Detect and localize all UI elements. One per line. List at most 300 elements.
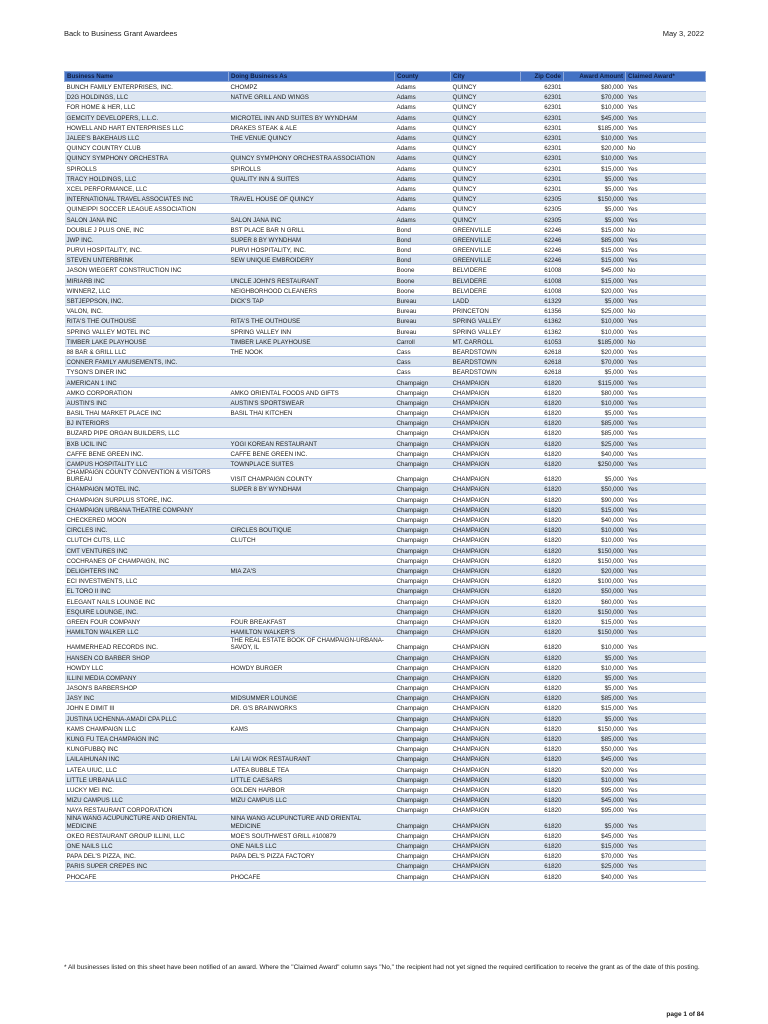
cell-award-amount: $20,000 [564,565,626,575]
cell-city: CHAMPAIGN [451,851,521,861]
cell-zip-code: 61820 [521,703,564,713]
cell-claimed-award: Yes [626,112,706,122]
cell-award-amount: $20,000 [564,764,626,774]
cell-business-name: HAMMERHEAD RECORDS INC. [65,637,229,652]
cell-doing-business-as: LATEA BUBBLE TEA [229,764,395,774]
table-row [65,586,706,596]
cell-award-amount: $90,000 [564,494,626,504]
cell-city: CHAMPAIGN [451,861,521,871]
cell-award-amount: $150,000 [564,606,626,616]
cell-business-name: QUINCY SYMPHONY ORCHESTRA [65,153,229,163]
cell-award-amount: $5,000 [564,295,626,305]
cell-county: Champaign [395,397,451,407]
cell-city: LADD [451,295,521,305]
cell-claimed-award: Yes [626,535,706,545]
cell-city: CHAMPAIGN [451,428,521,438]
cell-county: Champaign [395,713,451,723]
cell-doing-business-as [229,377,395,387]
cell-county: Champaign [395,871,451,881]
cell-business-name: CLUTCH CUTS, LLC [65,535,229,545]
table-row [65,173,706,183]
cell-claimed-award: Yes [626,861,706,871]
cell-claimed-award: Yes [626,830,706,840]
cell-doing-business-as: SEW UNIQUE EMBROIDERY [229,255,395,265]
cell-business-name: ESQUIRE LOUNGE, INC. [65,606,229,616]
cell-county: Champaign [395,774,451,784]
cell-business-name: LAILAIHUNAN INC [65,754,229,764]
cell-award-amount: $50,000 [564,744,626,754]
cell-award-amount: $10,000 [564,662,626,672]
cell-zip-code: 61820 [521,555,564,565]
cell-claimed-award: Yes [626,204,706,214]
cell-county: Champaign [395,545,451,555]
table-row [65,535,706,545]
cell-business-name: BUZARD PIPE ORGAN BUILDERS, LLC [65,428,229,438]
column-header-award-amount: Award Amount [564,72,626,82]
cell-claimed-award: Yes [626,723,706,733]
table-body [65,82,706,882]
table-row [65,754,706,764]
table-row [65,448,706,458]
cell-city: CHAMPAIGN [451,545,521,555]
cell-zip-code: 61820 [521,596,564,606]
cell-doing-business-as: QUALITY INN & SUITES [229,173,395,183]
cell-award-amount: $5,000 [564,469,626,484]
cell-award-amount: $115,000 [564,377,626,387]
cell-business-name: MIRIARB INC [65,275,229,285]
cell-award-amount: $5,000 [564,683,626,693]
cell-business-name: STEVEN UNTERBRINK [65,255,229,265]
column-header-county: County [395,72,451,82]
cell-county: Champaign [395,795,451,805]
cell-county: Champaign [395,754,451,764]
cell-county: Cass [395,357,451,367]
cell-zip-code: 61820 [521,525,564,535]
cell-city: QUINCY [451,163,521,173]
cell-doing-business-as: MIZU CAMPUS LLC [229,795,395,805]
table-row [65,255,706,265]
cell-zip-code: 61820 [521,805,564,815]
table-row [65,693,706,703]
cell-doing-business-as [229,586,395,596]
cell-county: Boone [395,275,451,285]
cell-zip-code: 62301 [521,153,564,163]
cell-award-amount: $25,000 [564,306,626,316]
table-row [65,627,706,637]
cell-county: Champaign [395,504,451,514]
cell-city: CHAMPAIGN [451,504,521,514]
cell-claimed-award: Yes [626,484,706,494]
cell-county: Champaign [395,703,451,713]
cell-doing-business-as: LAI LAI WOK RESTAURANT [229,754,395,764]
cell-county: Champaign [395,693,451,703]
cell-business-name: GREEN FOUR COMPANY [65,616,229,626]
cell-city: CHAMPAIGN [451,458,521,468]
cell-county: Cass [395,367,451,377]
cell-claimed-award: Yes [626,713,706,723]
table-row [65,652,706,662]
cell-doing-business-as: PAPA DEL'S PIZZA FACTORY [229,851,395,861]
cell-doing-business-as: NATIVE GRILL AND WINGS [229,92,395,102]
cell-city: CHAMPAIGN [451,744,521,754]
cell-award-amount: $25,000 [564,861,626,871]
cell-claimed-award: Yes [626,132,706,142]
cell-business-name: JASY INC [65,693,229,703]
cell-county: Adams [395,132,451,142]
cell-zip-code: 61820 [521,428,564,438]
cell-doing-business-as [229,545,395,555]
cell-business-name: 88 BAR & GRILL LLC [65,346,229,356]
cell-claimed-award: Yes [626,744,706,754]
cell-claimed-award: Yes [626,285,706,295]
cell-award-amount: $5,000 [564,408,626,418]
cell-doing-business-as: THE VENUE QUINCY [229,132,395,142]
cell-business-name: RITA'S THE OUTHOUSE [65,316,229,326]
cell-city: CHAMPAIGN [451,764,521,774]
cell-business-name: JALEE'S BAKEHAUS LLC [65,132,229,142]
cell-claimed-award: Yes [626,693,706,703]
cell-doing-business-as: SUPER 8 BY WYNDHAM [229,234,395,244]
cell-county: Champaign [395,627,451,637]
cell-city: CHAMPAIGN [451,418,521,428]
table-row [65,733,706,743]
cell-claimed-award: Yes [626,275,706,285]
table-row [65,438,706,448]
cell-claimed-award: Yes [626,733,706,743]
table-row [65,132,706,142]
cell-award-amount: $15,000 [564,163,626,173]
cell-award-amount: $10,000 [564,774,626,784]
cell-zip-code: 61820 [521,448,564,458]
cell-award-amount: $250,000 [564,458,626,468]
cell-business-name: HOWDY LLC [65,662,229,672]
cell-claimed-award: Yes [626,576,706,586]
cell-claimed-award: Yes [626,418,706,428]
cell-city: CHAMPAIGN [451,723,521,733]
cell-zip-code: 62301 [521,102,564,112]
cell-city: CHAMPAIGN [451,616,521,626]
cell-award-amount: $10,000 [564,102,626,112]
cell-zip-code: 61820 [521,616,564,626]
table-row [65,494,706,504]
cell-doing-business-as: SPRING VALLEY INN [229,326,395,336]
cell-zip-code: 61820 [521,784,564,794]
cell-business-name: TRACY HOLDINGS, LLC [65,173,229,183]
cell-city: GREENVILLE [451,224,521,234]
cell-doing-business-as: HOWDY BURGER [229,662,395,672]
cell-doing-business-as [229,494,395,504]
cell-zip-code: 62618 [521,346,564,356]
table-row [65,805,706,815]
cell-city: CHAMPAIGN [451,514,521,524]
cell-zip-code: 62618 [521,357,564,367]
table-row [65,367,706,377]
cell-doing-business-as: AUSTIN'S SPORTSWEAR [229,397,395,407]
cell-zip-code: 61820 [521,535,564,545]
cell-doing-business-as: PHOCAFE [229,871,395,881]
cell-award-amount: $20,000 [564,285,626,295]
cell-award-amount: $45,000 [564,795,626,805]
cell-zip-code: 62301 [521,122,564,132]
cell-business-name: ECI INVESTMENTS, LLC [65,576,229,586]
cell-award-amount: $5,000 [564,183,626,193]
cell-city: QUINCY [451,122,521,132]
cell-doing-business-as: MICROTEL INN AND SUITES BY WYNDHAM [229,112,395,122]
cell-award-amount: $45,000 [564,830,626,840]
cell-business-name: D2G HOLDINGS, LLC [65,92,229,102]
cell-business-name: BASIL THAI MARKET PLACE INC [65,408,229,418]
cell-claimed-award: Yes [626,851,706,861]
cell-city: SPRING VALLEY [451,316,521,326]
cell-award-amount: $85,000 [564,733,626,743]
cell-county: Champaign [395,784,451,794]
table-row [65,285,706,295]
cell-county: Champaign [395,652,451,662]
cell-zip-code: 61820 [521,606,564,616]
cell-doing-business-as [229,357,395,367]
table-row [65,672,706,682]
cell-zip-code: 61820 [521,494,564,504]
cell-doing-business-as: YOGI KOREAN RESTAURANT [229,438,395,448]
cell-award-amount: $10,000 [564,132,626,142]
cell-business-name: CIRCLES INC. [65,525,229,535]
cell-claimed-award: No [626,306,706,316]
cell-zip-code: 61820 [521,871,564,881]
cell-business-name: JOHN E DIMIT III [65,703,229,713]
cell-business-name: ONE NAILS LLC [65,840,229,850]
cell-doing-business-as [229,143,395,153]
table-row [65,830,706,840]
cell-award-amount: $20,000 [564,143,626,153]
cell-zip-code: 61820 [521,627,564,637]
cell-claimed-award: No [626,224,706,234]
cell-doing-business-as: CAFFE BENE GREEN INC. [229,448,395,458]
cell-zip-code: 61008 [521,285,564,295]
cell-doing-business-as [229,683,395,693]
table-row [65,122,706,132]
cell-business-name: BUNCH FAMILY ENTERPRISES, INC. [65,82,229,92]
cell-business-name: QUINEIPPI SOCCER LEAGUE ASSOCIATION [65,204,229,214]
cell-award-amount: $150,000 [564,545,626,555]
cell-business-name: AUSTIN'S INC [65,397,229,407]
cell-doing-business-as: THE NOOK [229,346,395,356]
cell-claimed-award: Yes [626,295,706,305]
cell-claimed-award: Yes [626,764,706,774]
cell-doing-business-as: CHOMPZ [229,82,395,92]
cell-claimed-award: Yes [626,102,706,112]
cell-county: Champaign [395,723,451,733]
cell-zip-code: 61820 [521,744,564,754]
table-row [65,795,706,805]
cell-business-name: QUINCY COUNTRY CLUB [65,143,229,153]
cell-city: CHAMPAIGN [451,627,521,637]
cell-award-amount: $70,000 [564,851,626,861]
cell-award-amount: $5,000 [564,204,626,214]
cell-award-amount: $150,000 [564,627,626,637]
cell-claimed-award: Yes [626,596,706,606]
cell-zip-code: 62301 [521,183,564,193]
table-row [65,143,706,153]
cell-zip-code: 61820 [521,754,564,764]
cell-award-amount: $150,000 [564,723,626,733]
cell-city: BEARDSTOWN [451,357,521,367]
cell-business-name: CHAMPAIGN MOTEL INC. [65,484,229,494]
cell-award-amount: $5,000 [564,713,626,723]
cell-county: Champaign [395,596,451,606]
table-row [65,316,706,326]
cell-city: QUINCY [451,204,521,214]
cell-zip-code: 61820 [521,637,564,652]
cell-business-name: XCEL PERFORMANCE, LLC [65,183,229,193]
cell-award-amount: $15,000 [564,245,626,255]
cell-county: Champaign [395,408,451,418]
cell-city: CHAMPAIGN [451,774,521,784]
cell-city: QUINCY [451,153,521,163]
cell-county: Champaign [395,576,451,586]
cell-county: Boone [395,265,451,275]
cell-doing-business-as: RITA'S THE OUTHOUSE [229,316,395,326]
cell-county: Adams [395,153,451,163]
column-header-claimed-award: Claimed Award* [626,72,706,82]
cell-zip-code: 62301 [521,132,564,142]
cell-county: Adams [395,194,451,204]
table-row [65,774,706,784]
cell-business-name: SBTJEPPSON, INC. [65,295,229,305]
cell-award-amount: $10,000 [564,525,626,535]
table-row [65,596,706,606]
table-row [65,112,706,122]
cell-city: CHAMPAIGN [451,555,521,565]
table-row [65,295,706,305]
table-row [65,224,706,234]
table-row [65,606,706,616]
cell-doing-business-as [229,504,395,514]
cell-award-amount: $5,000 [564,367,626,377]
cell-business-name: CONNER FAMILY AMUSEMENTS, INC. [65,357,229,367]
cell-business-name: SPRING VALLEY MOTEL INC [65,326,229,336]
cell-zip-code: 62305 [521,204,564,214]
cell-zip-code: 61820 [521,586,564,596]
cell-zip-code: 61820 [521,469,564,484]
cell-business-name: TYSON'S DINER INC [65,367,229,377]
cell-zip-code: 61820 [521,504,564,514]
cell-business-name: JWP INC. [65,234,229,244]
cell-city: CHAMPAIGN [451,784,521,794]
cell-county: Champaign [395,744,451,754]
cell-city: CHAMPAIGN [451,652,521,662]
cell-claimed-award: Yes [626,672,706,682]
cell-claimed-award: Yes [626,255,706,265]
cell-business-name: GEMCITY DEVELOPERS, L.L.C. [65,112,229,122]
cell-zip-code: 61356 [521,306,564,316]
cell-doing-business-as [229,576,395,586]
cell-zip-code: 62301 [521,143,564,153]
cell-zip-code: 62301 [521,173,564,183]
table-row [65,861,706,871]
cell-city: QUINCY [451,132,521,142]
cell-doing-business-as [229,306,395,316]
cell-county: Adams [395,82,451,92]
cell-city: CHAMPAIGN [451,683,521,693]
cell-claimed-award: Yes [626,606,706,616]
cell-doing-business-as: HAMILTON WALKER'S [229,627,395,637]
cell-county: Champaign [395,805,451,815]
cell-doing-business-as: MIDSUMMER LOUNGE [229,693,395,703]
cell-award-amount: $80,000 [564,387,626,397]
cell-zip-code: 61820 [521,830,564,840]
cell-claimed-award: Yes [626,637,706,652]
cell-city: CHAMPAIGN [451,795,521,805]
cell-claimed-award: Yes [626,805,706,815]
cell-city: CHAMPAIGN [451,408,521,418]
cell-award-amount: $70,000 [564,357,626,367]
cell-business-name: HOWELL AND HART ENTERPRISES LLC [65,122,229,132]
cell-claimed-award: Yes [626,234,706,244]
table-row [65,576,706,586]
table-row [65,469,706,484]
cell-county: Champaign [395,672,451,682]
cell-county: Adams [395,214,451,224]
cell-doing-business-as [229,265,395,275]
cell-business-name: LATEA UIUC, LLC [65,764,229,774]
cell-claimed-award: Yes [626,92,706,102]
cell-county: Bureau [395,295,451,305]
cell-claimed-award: No [626,336,706,346]
cell-claimed-award: Yes [626,514,706,524]
cell-doing-business-as: NEIGHBORHOOD CLEANERS [229,285,395,295]
cell-city: CHAMPAIGN [451,606,521,616]
cell-zip-code: 61820 [521,514,564,524]
cell-zip-code: 61820 [521,408,564,418]
cell-award-amount: $15,000 [564,840,626,850]
cell-zip-code: 61820 [521,545,564,555]
cell-city: QUINCY [451,143,521,153]
cell-claimed-award: Yes [626,545,706,555]
cell-award-amount: $45,000 [564,112,626,122]
cell-claimed-award: Yes [626,494,706,504]
cell-business-name: FOR HOME & HER, LLC [65,102,229,112]
cell-business-name: JUSTINA UCHENNA-AMADI CPA PLLC [65,713,229,723]
cell-business-name: BJ INTERIORS [65,418,229,428]
table-row [65,306,706,316]
cell-doing-business-as [229,733,395,743]
cell-city: CHAMPAIGN [451,565,521,575]
cell-county: Adams [395,112,451,122]
cell-award-amount: $10,000 [564,397,626,407]
cell-claimed-award: Yes [626,504,706,514]
table-row [65,183,706,193]
cell-county: Adams [395,143,451,153]
cell-award-amount: $5,000 [564,214,626,224]
cell-county: Bureau [395,326,451,336]
cell-claimed-award: Yes [626,652,706,662]
cell-zip-code: 61820 [521,438,564,448]
cell-doing-business-as: DR. G'S BRAINWORKS [229,703,395,713]
cell-city: CHAMPAIGN [451,397,521,407]
cell-city: CHAMPAIGN [451,525,521,535]
cell-claimed-award: Yes [626,346,706,356]
table-row [65,92,706,102]
cell-claimed-award: Yes [626,586,706,596]
cell-business-name: LITTLE URBANA LLC [65,774,229,784]
cell-zip-code: 61820 [521,795,564,805]
cell-doing-business-as: AMKO ORIENTAL FOODS AND GIFTS [229,387,395,397]
cell-county: Bond [395,245,451,255]
table-row [65,275,706,285]
cell-city: CHAMPAIGN [451,830,521,840]
cell-city: QUINCY [451,112,521,122]
cell-county: Adams [395,92,451,102]
